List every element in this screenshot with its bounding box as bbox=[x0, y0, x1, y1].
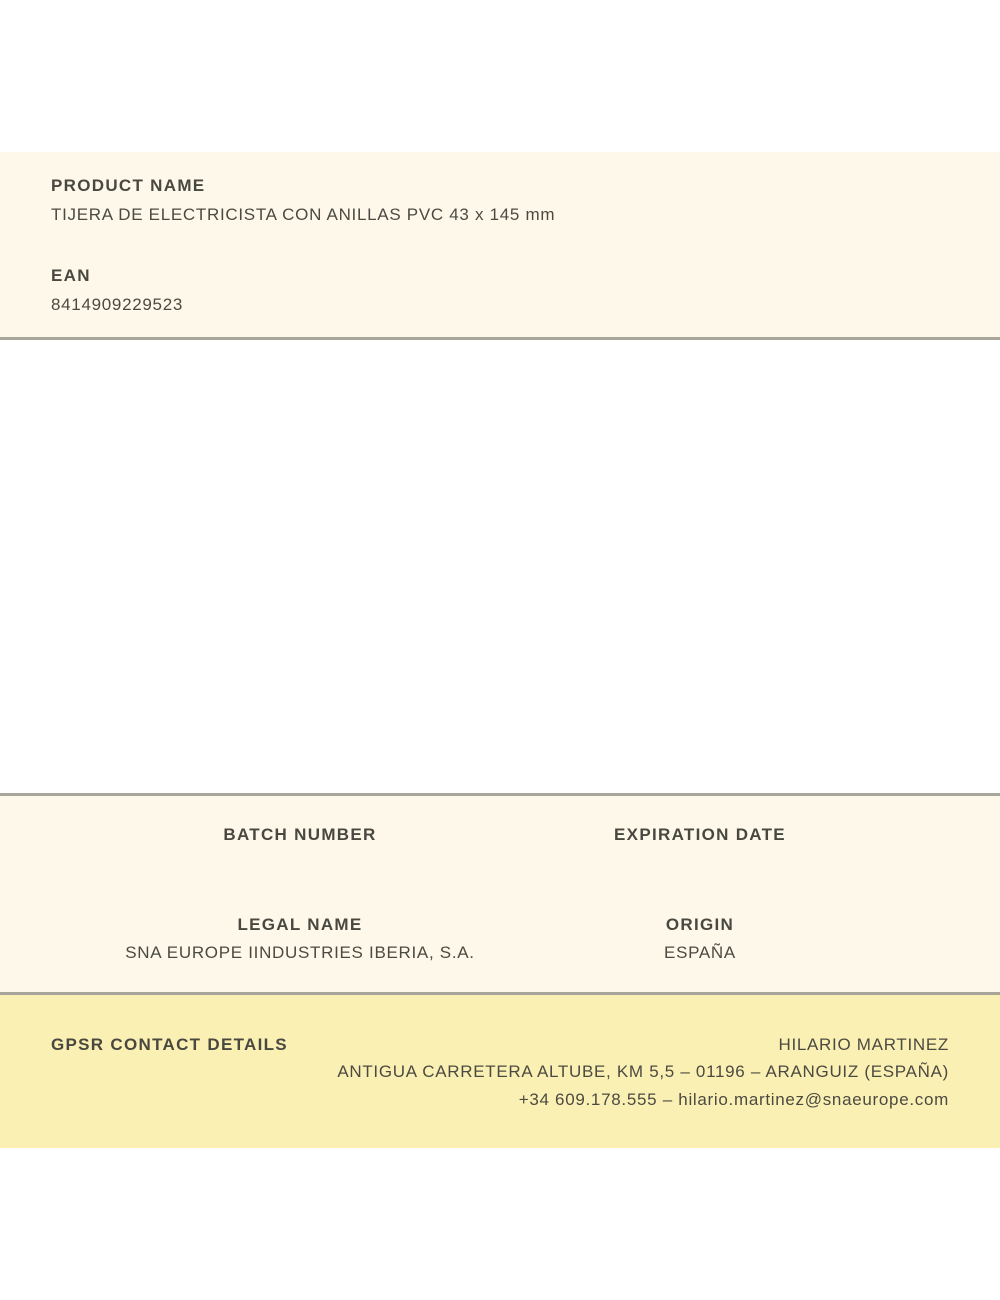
gpsr-section bbox=[0, 995, 1000, 1148]
origin-label: ORIGIN bbox=[665, 915, 735, 934]
product-name-label: PRODUCT NAME bbox=[51, 176, 206, 195]
legal-origin-label-row bbox=[100, 915, 900, 935]
gpsr-contact-name: HILARIO MARTINEZ bbox=[778, 1035, 949, 1054]
ean-value: 8414909229523 bbox=[51, 295, 184, 314]
legal-name-label: LEGAL NAME bbox=[237, 915, 363, 934]
batch-number-label: BATCH NUMBER bbox=[223, 825, 377, 844]
legal-name-value: SNA EUROPE IINDUSTRIES IBERIA, S.A. bbox=[125, 943, 475, 962]
batch-section bbox=[0, 793, 1000, 995]
gpsr-contact-address: ANTIGUA CARRETERA ALTUBE, KM 5,5 – 01196 – ARANGUIZ (ESPAÑA) bbox=[337, 1062, 949, 1081]
gpsr-contact-phone-email: +34 609.178.555 – hilario.martinez@snaeurope.com bbox=[518, 1090, 949, 1109]
product-section bbox=[0, 152, 1000, 340]
ean-label: EAN bbox=[51, 266, 91, 285]
product-name-value: TIJERA DE ELECTRICISTA CON ANILLAS PVC 43 x 145 mm bbox=[51, 205, 556, 224]
expiration-date-label: EXPIRATION DATE bbox=[614, 825, 786, 844]
batch-expiration-row bbox=[100, 825, 900, 845]
origin-value: ESPAÑA bbox=[664, 943, 736, 962]
legal-origin-value-row bbox=[100, 943, 900, 963]
gpsr-contact-details-title: GPSR CONTACT DETAILS bbox=[51, 1035, 288, 1054]
